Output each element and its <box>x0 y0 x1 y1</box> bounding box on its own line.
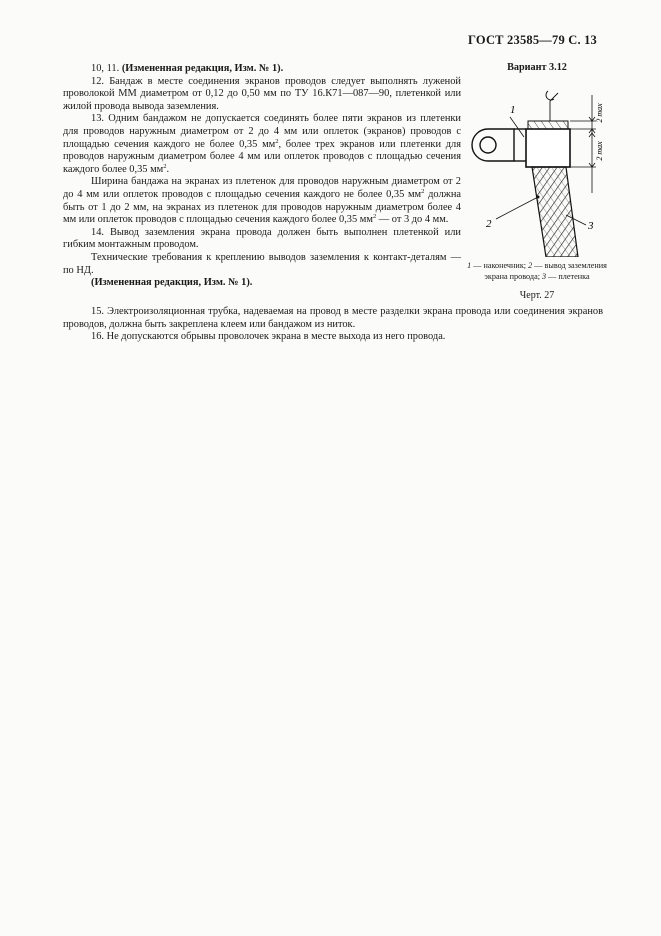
dim-label-top: 2 max <box>595 103 604 123</box>
body-text-column <box>63 63 461 290</box>
paragraph-14-tech: Технические требования к креплению выводов заземления к контакт-деталям — по НД. <box>63 251 461 276</box>
dim-label-bottom: 2 max <box>595 141 604 161</box>
figure-title: Вариант 3.12 <box>507 62 567 73</box>
change-note: (Измененная редакция, Изм. № 1). <box>121 63 284 74</box>
dimension-lines <box>570 95 596 193</box>
svg-text:3: 3 <box>588 220 594 232</box>
figure-legend: 1 — наконечник; 2 — вывод заземления экрана провода; 3 — плетенка <box>467 261 607 281</box>
svg-text:1: 1 <box>510 104 516 116</box>
bandage <box>528 121 568 129</box>
top-leader <box>546 91 558 121</box>
paragraph-16: 16. Не допускаются обрывы проволочек экрана в месте выхода из него провода. <box>91 331 446 343</box>
paragraph-10-11: 10, 11. (Измененная редакция, Изм. № 1). <box>91 63 284 74</box>
label-2 <box>486 196 540 231</box>
label-1 <box>510 104 524 137</box>
paragraph-13-width: Ширина бандажа на экранах из плетенок для проводов наружным диаметром от 2 до 4 мм или оплеток проводов с площадью сечения каждого не более 0,35 $мм^2$ должна быть от 1 до 2 мм, на экранах из плетенок для проводов наружным диаметром более 4 мм или оплеток проводов с площадью сечения каждого более 0,35 $мм^2$ — от 3 до 4 мм. <box>63 176 461 226</box>
figure-variant-3-12 <box>466 62 608 301</box>
lug-terminal <box>472 129 514 161</box>
paragraph-15: 15. Электроизоляционная трубка, надеваемая на провод в месте разделки экрана провода или соединения экранов проводов, должна быть закреплена клеем или бандажом из ниток. <box>63 306 603 330</box>
figure-drawing <box>466 77 608 257</box>
paragraph-13: 13. Одним бандажом не допускается соединять более пяти экранов из плетенки для проводов наружным диаметром от 2 до 4 мм или оплеток (экранов) проводов с площадью сечения каждого не более 0,35 $мм^2$, более трех экранов или плетенки для проводов наружным диаметром более 4 мм или оплеток проводов с площадью сечения каждого более 0,35 $мм^2$. <box>63 113 461 175</box>
change-note-14: (Измененная редакция, Изм. № 1). <box>91 277 253 289</box>
svg-text:2: 2 <box>486 218 492 230</box>
braid-shield <box>532 167 578 257</box>
paragraph-12: 12. Бандаж в месте соединения экранов проводов следует выполнять луженой проволокой ММ диаметром от 0,12 до 0,50 мм по ТУ 16.К71—087—90, плетенкой или жилой провода вывода заземления. <box>63 75 461 112</box>
figure-caption: Черт. 27 <box>519 290 555 301</box>
body-text-full-width <box>63 306 603 344</box>
paragraph-14: 14. Вывод заземления экрана провода должен быть выполнен плетенкой или гибким монтажным проводом. <box>63 226 461 251</box>
page-header: ГОСТ 23585—79 С. 13 <box>468 33 597 47</box>
